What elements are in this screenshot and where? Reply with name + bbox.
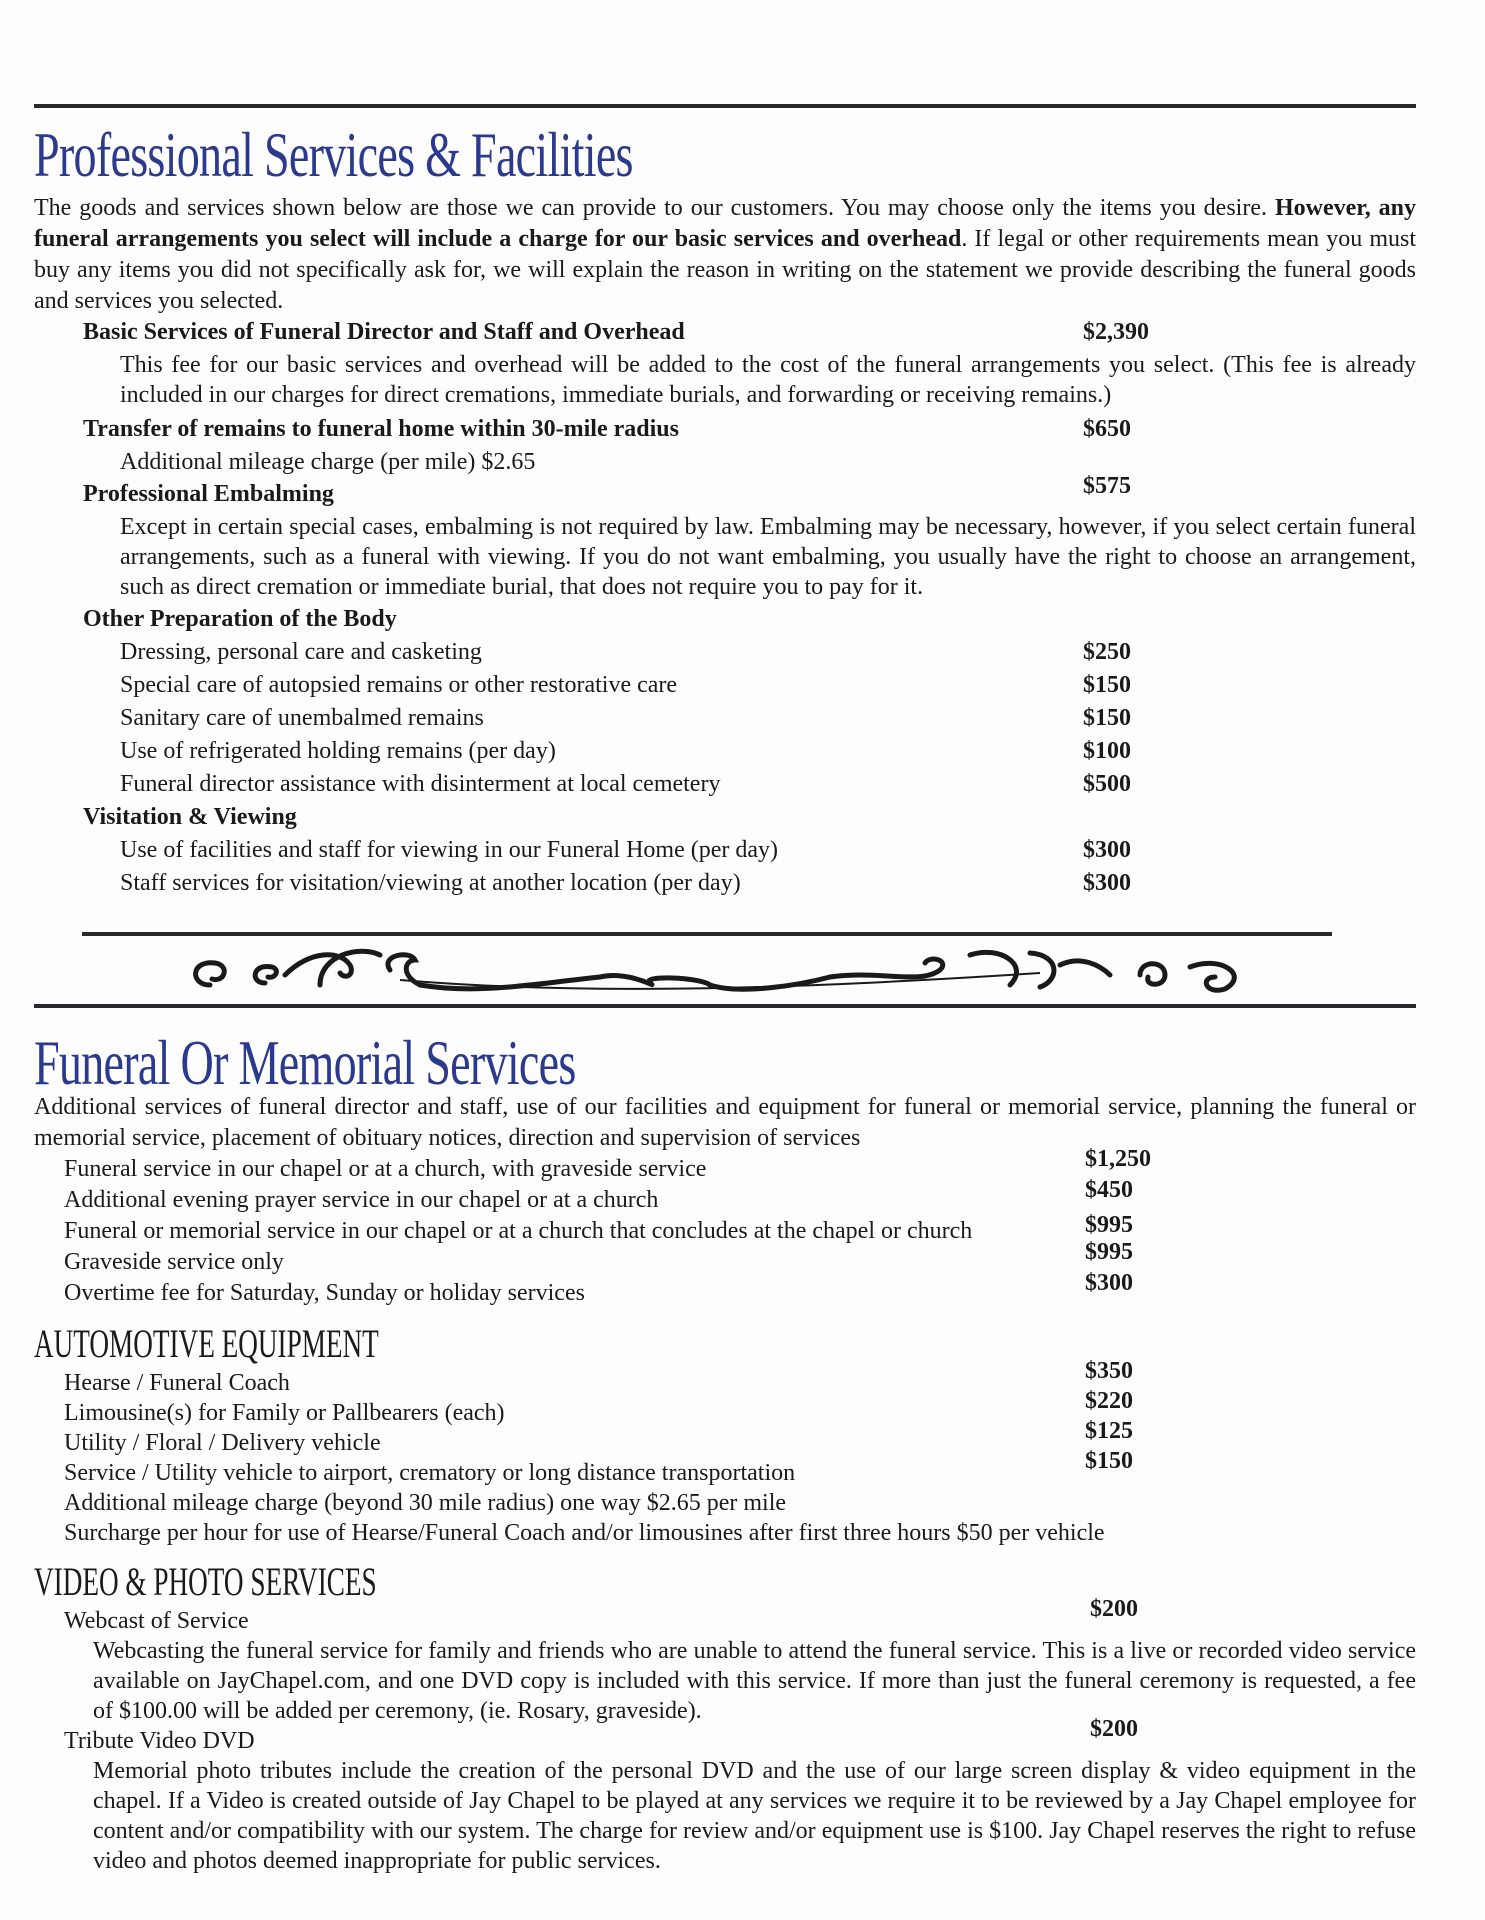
price-row-tribute xyxy=(34,1716,1416,1756)
price-row xyxy=(34,703,1416,736)
price-row xyxy=(34,1388,1416,1428)
intro-text: The goods and services shown below are those we can provide to our customers. You may choose only the items you desire. xyxy=(34,195,1267,221)
item-price: $450 xyxy=(1085,1177,1133,1203)
scroll-ornament-icon xyxy=(180,945,1260,1005)
price-row xyxy=(34,1212,1416,1247)
intro-text-2: . If legal or other requirements mean you must buy any items you did not specifically ask for, we will explain the reason in writing on the statement we provide describing the funeral goods and services you selected. xyxy=(34,226,1416,314)
item-label: Use of facilities and staff for viewing in our Funeral Home (per day) xyxy=(120,837,779,863)
price-row xyxy=(34,1448,1416,1488)
item-description: Additional mileage charge (per mile) $2.65 xyxy=(120,449,536,475)
item-price: $150 xyxy=(1085,1448,1133,1474)
item-label: Use of refrigerated holding remains (per day) xyxy=(120,738,556,764)
item-price: $300 xyxy=(1083,870,1131,896)
item-price: $575 xyxy=(1083,473,1131,499)
section-title-professional: Professional Services & Facilities xyxy=(34,119,633,190)
price-row-webcast xyxy=(34,1596,1416,1636)
item-label: Utility / Floral / Delivery vehicle xyxy=(64,1430,381,1456)
item-label: Basic Services of Funeral Director and Staff and Overhead xyxy=(83,319,685,345)
intro-bold-text: However, any funeral arrangements you select will include a charge for our basic services and overhead xyxy=(34,195,1417,252)
mileage-note: Additional mileage charge (beyond 30 mile radius) one way $2.65 per mile xyxy=(64,1490,787,1516)
item-price: $350 xyxy=(1085,1358,1133,1384)
item-price: $150 xyxy=(1083,672,1131,698)
top-rule xyxy=(34,104,1416,108)
video-section xyxy=(34,1596,1416,1876)
item-price: $1,250 xyxy=(1085,1146,1151,1172)
price-row xyxy=(34,670,1416,703)
item-label: Dressing, personal care and casketing xyxy=(120,639,482,665)
item-description: Memorial photo tributes include the creation of the personal DVD and the use of our large screen display & video equipment in the chapel. If a Video is created outside of Jay Chapel to be played at any services we require it to be reviewed by a Jay Chapel employee for content and/or compatibility with our system. The charge for review and/or equipment use is $100. Jay Chapel reserves the right to refuse video and photos deemed inappropriate for public services. xyxy=(93,1758,1416,1874)
price-row xyxy=(34,1177,1416,1216)
ornament-top-rule xyxy=(82,932,1332,936)
price-row xyxy=(34,868,1416,901)
price-row xyxy=(34,1358,1416,1398)
item-description: Webcasting the funeral service for family and friends who are unable to attend the funeral service. This is a live or recorded video service available on JayChapel.com, and one DVD copy is included with this service. If more than just the funeral ceremony is requested, a fee of $100.00 will be added per ceremony, (ie. Rosary, graveside). xyxy=(93,1638,1416,1724)
ornament-bottom-rule xyxy=(34,1004,1416,1008)
section-title-funeral-memorial: Funeral Or Memorial Services xyxy=(34,1027,576,1098)
funeral-memorial-section xyxy=(34,1092,1416,1309)
price-row xyxy=(34,835,1416,868)
item-label: Service / Utility vehicle to airport, crematory or long distance transportation xyxy=(64,1460,796,1486)
item-price: $200 xyxy=(1090,1596,1138,1622)
item-price: $150 xyxy=(1083,705,1131,731)
price-row-transfer xyxy=(34,414,1416,447)
automotive-section xyxy=(34,1358,1416,1548)
item-label: Professional Embalming xyxy=(83,481,334,507)
item-label: Funeral or memorial service in our chapel or at a church that concludes at the chapel or church xyxy=(64,1218,973,1244)
item-label: Sanitary care of unembalmed remains xyxy=(120,705,484,731)
item-price: $995 xyxy=(1085,1239,1133,1265)
price-row xyxy=(34,1239,1416,1278)
item-label: Hearse / Funeral Coach xyxy=(64,1370,290,1396)
item-price: $650 xyxy=(1083,416,1131,442)
price-row xyxy=(34,637,1416,670)
item-label: Additional evening prayer service in our chapel or at a church xyxy=(64,1187,659,1213)
price-row xyxy=(34,1270,1416,1309)
subheading-visitation: Visitation & Viewing xyxy=(83,804,297,830)
item-price: $250 xyxy=(1083,639,1131,665)
item-description: This fee for our basic services and overhead will be added to the cost of the funeral arrangements you select. (This fee is already included in our charges for direct cremations, immediate burials, and forwarding or receiving remains.) xyxy=(120,352,1416,408)
item-price: $2,390 xyxy=(1083,319,1149,345)
section-intro: Additional services of funeral director and staff, use of our facilities and equipment for funeral or memorial service, planning the funeral or memorial service, placement of obituary notices, direction and supervision of services xyxy=(34,1094,1416,1151)
item-label: Transfer of remains to funeral home within 30-mile radius xyxy=(83,416,679,442)
price-row-basic xyxy=(34,317,1416,350)
section-title-video: VIDEO & PHOTO SERVICES xyxy=(34,1559,377,1604)
item-label: Funeral service in our chapel or at a church, with graveside service xyxy=(64,1156,707,1182)
item-label: Tribute Video DVD xyxy=(64,1728,255,1754)
item-price: $220 xyxy=(1085,1388,1133,1414)
item-label: Special care of autopsied remains or other restorative care xyxy=(120,672,678,698)
item-label: Funeral director assistance with disinterment at local cemetery xyxy=(120,771,721,797)
item-price: $995 xyxy=(1085,1212,1133,1238)
surcharge-note: Surcharge per hour for use of Hearse/Funeral Coach and/or limousines after first three hours $50 per vehicle xyxy=(64,1520,1105,1546)
item-label: Limousine(s) for Family or Pallbearers (each) xyxy=(64,1400,505,1426)
item-price: $100 xyxy=(1083,738,1131,764)
item-label: Staff services for visitation/viewing at another location (per day) xyxy=(120,870,741,896)
item-price: $300 xyxy=(1083,837,1131,863)
subheading-other-prep: Other Preparation of the Body xyxy=(83,606,397,632)
item-label: Webcast of Service xyxy=(64,1608,249,1634)
price-row xyxy=(34,1418,1416,1458)
item-label: Overtime fee for Saturday, Sunday or holiday services xyxy=(64,1280,585,1306)
item-label: Graveside service only xyxy=(64,1249,284,1275)
intro-paragraph xyxy=(34,193,1416,317)
item-price: $125 xyxy=(1085,1418,1133,1444)
price-row xyxy=(34,736,1416,769)
section-title-automotive: AUTOMOTIVE EQUIPMENT xyxy=(34,1321,379,1366)
price-row xyxy=(34,769,1416,802)
price-row xyxy=(34,1146,1416,1185)
item-price: $300 xyxy=(1085,1270,1133,1296)
item-description: Except in certain special cases, embalming is not required by law. Embalming may be necessary, however, if you select certain funeral arrangements, such as a funeral with viewing. If you do not want embalming, you usually have the right to choose an arrangement, such as direct cremation or immediate burial, that does not require you to pay for it. xyxy=(120,514,1416,600)
price-row-embalming xyxy=(34,473,1416,512)
professional-section xyxy=(34,193,1416,901)
item-price: $500 xyxy=(1083,771,1131,797)
item-price: $200 xyxy=(1090,1716,1138,1742)
